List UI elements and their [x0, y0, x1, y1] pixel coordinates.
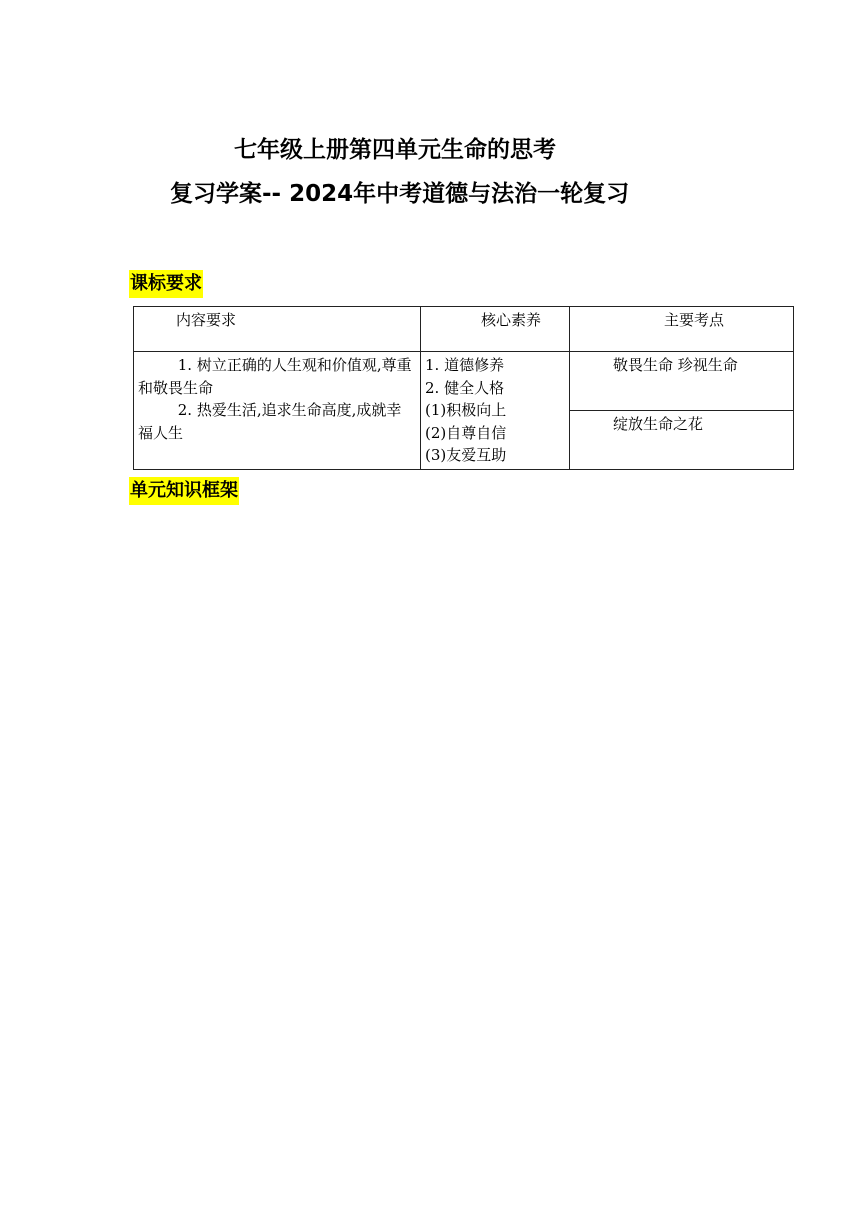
- core-competency-item: 1. 道德修养: [425, 356, 505, 374]
- key-point-cell: 敬畏生命 珍视生命: [570, 352, 794, 411]
- core-competency-item: (3)友爱互助: [425, 446, 507, 464]
- document-title-line-2: 复习学案-- 2024年中考道德与法治一轮复习: [170, 181, 630, 207]
- key-point-cell: 绽放生命之花: [570, 410, 794, 469]
- content-requirements-cell: [134, 352, 421, 470]
- content-requirement-item: 2. 热爱生活,追求生命高度,成就幸福人生: [138, 401, 402, 442]
- header-content-requirements: 内容要求: [134, 307, 421, 352]
- content-requirement-item: 1. 树立正确的人生观和价值观,尊重和敬畏生命: [138, 356, 412, 397]
- core-competency-item: 2. 健全人格: [425, 378, 505, 397]
- table-header-row: [134, 307, 794, 352]
- header-core-competencies: 核心素养: [421, 307, 570, 352]
- table-row: [134, 352, 794, 411]
- curriculum-requirements-table: [133, 306, 794, 470]
- core-competency-item: (1)积极向上: [425, 401, 507, 419]
- section-heading-standards: 课标要求: [129, 270, 203, 298]
- section-heading-framework: 单元知识框架: [129, 477, 239, 505]
- document-title-line-1: 七年级上册第四单元生命的思考: [234, 137, 556, 163]
- header-key-points: 主要考点: [570, 307, 794, 352]
- core-competency-item: (2)自尊自信: [425, 423, 507, 442]
- core-competencies-cell: [421, 352, 570, 470]
